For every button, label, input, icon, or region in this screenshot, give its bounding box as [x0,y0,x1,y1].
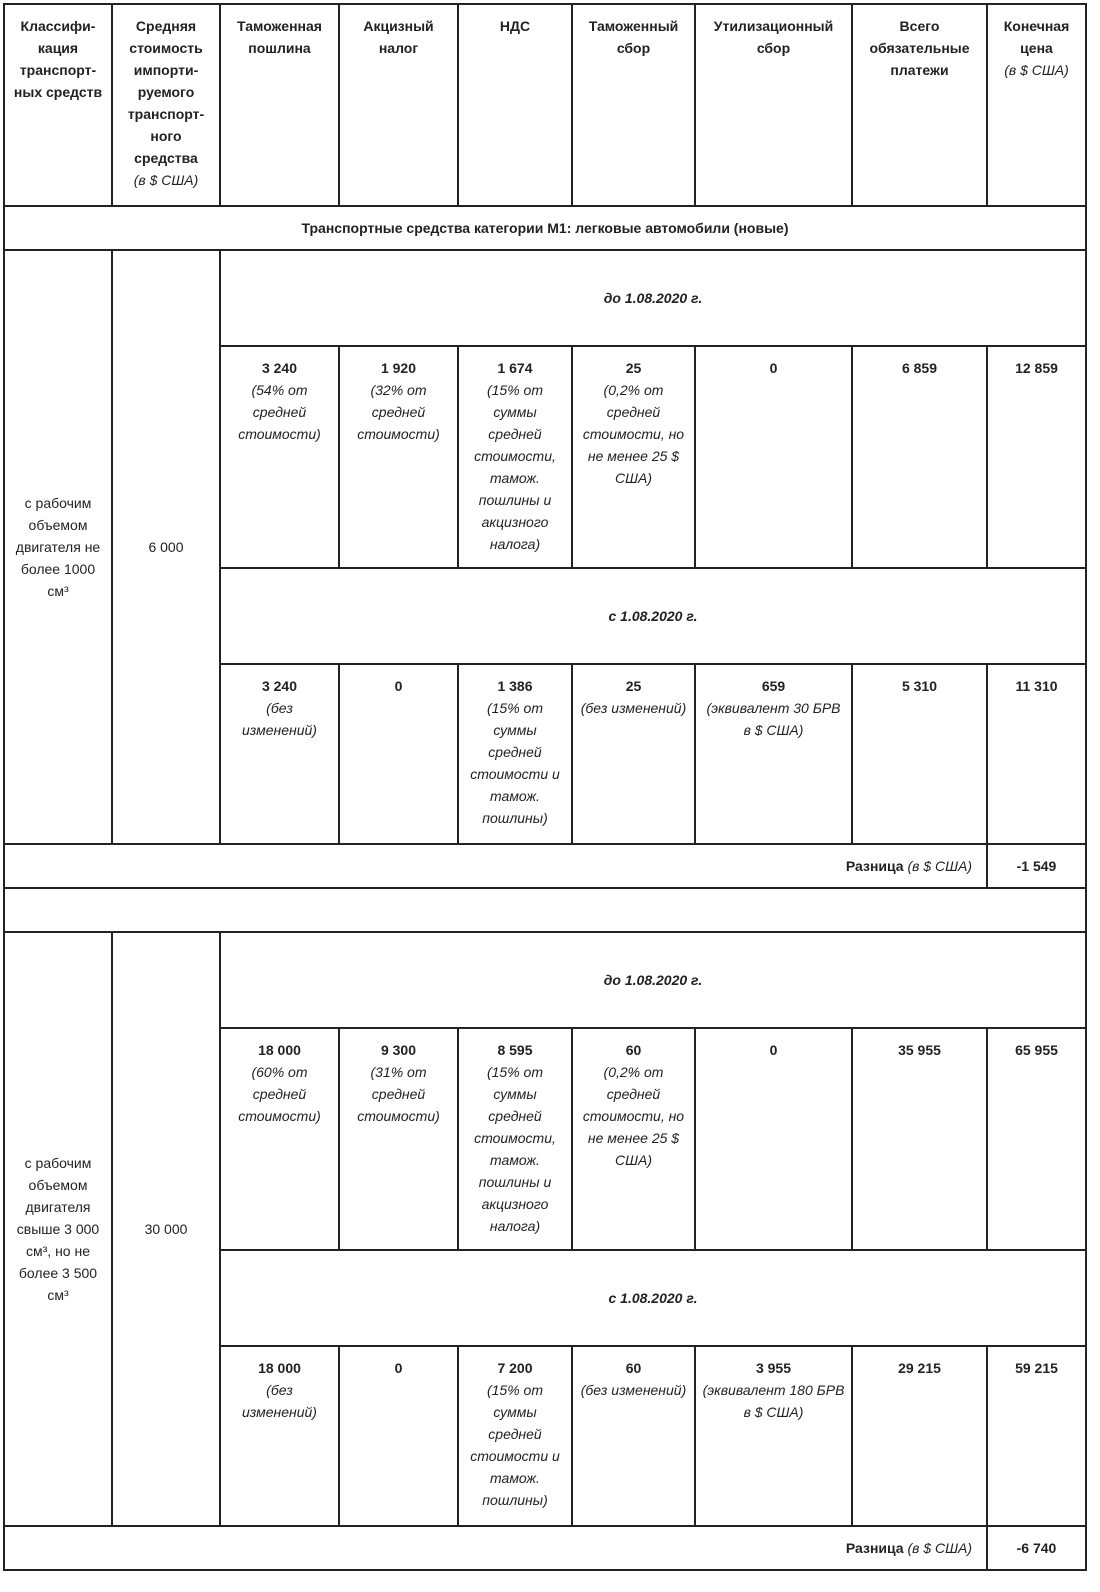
g1-after-fee: 25 (без изменений) [572,664,695,844]
header-avg-cost: Средняя стоимость импорти-руемого транспорт-ного средства (в $ США) [112,4,220,206]
header-excise: Акцизный налог [339,4,458,206]
g2-before-excise: 9 300 (31% от средней стоимости) [339,1028,458,1250]
g1-before-excise: 1 920 (32% от средней стоимости) [339,346,458,568]
g1-before-vat: 1 674 (15% от суммы средней стоимости, тамож. пошлины и акцизного налога) [458,346,572,568]
spacer-cell [4,888,1086,932]
group-1-difference-row [4,844,1086,888]
g1-after-recycling: 659 (эквивалент 30 БРВ в $ США) [695,664,852,844]
g2-before-vat: 8 595 (15% от суммы средней стоимости, тамож. пошлины и акцизного налога) [458,1028,572,1250]
g1-after-duty: 3 240 (без изменений) [220,664,339,844]
header-row [4,4,1086,206]
header-final-price: Конечная цена (в $ США) [987,4,1086,206]
g1-after-vat: 1 386 (15% от суммы средней стоимости и тамож. пошлины) [458,664,572,844]
group-1-difference-value: -1 549 [987,844,1086,888]
group-2-difference-row [4,1526,1086,1570]
g1-after-final: 11 310 [987,664,1086,844]
section-title-row [4,206,1086,250]
g2-after-final: 59 215 [987,1346,1086,1526]
g2-after-total: 29 215 [852,1346,987,1526]
header-customs-fee: Таможенный сбор [572,4,695,206]
g1-before-total: 6 859 [852,346,987,568]
header-customs-duty: Таможенная пошлина [220,4,339,206]
group-2-before-label: до 1.08.2020 г. [220,932,1086,1028]
g2-after-fee: 60 (без изменений) [572,1346,695,1526]
group-2-before-label-row [4,932,1086,1028]
g2-after-vat: 7 200 (15% от суммы средней стоимости и тамож. пошлины) [458,1346,572,1526]
header-avg-cost-unit: (в $ США) [133,172,199,188]
g1-before-fee: 25 (0,2% от средней стоимости, но не менее 25 $ США) [572,346,695,568]
group-2-avg-cost: 30 000 [112,932,220,1526]
group-2-difference-label: Разница (в $ США) [4,1526,987,1570]
group-1-before-label: до 1.08.2020 г. [220,250,1086,346]
g2-before-recycling: 0 [695,1028,852,1250]
group-2-class: с рабочим объемом двигателя свыше 3 000 см³, но не более 3 500 см³ [4,932,112,1526]
g1-before-final: 12 859 [987,346,1086,568]
g2-after-recycling: 3 955 (эквивалент 180 БРВ в $ США) [695,1346,852,1526]
header-total: Всего обязательные платежи [852,4,987,206]
group-1-difference-label: Разница (в $ США) [4,844,987,888]
header-recycling-fee: Утилизационный сбор [695,4,852,206]
spacer-row [4,888,1086,932]
g2-before-total: 35 955 [852,1028,987,1250]
g1-before-duty: 3 240 (54% от средней стоимости) [220,346,339,568]
g2-after-duty: 18 000 (без изменений) [220,1346,339,1526]
group-1-after-label: с 1.08.2020 г. [220,568,1086,664]
header-vat: НДС [458,4,572,206]
g1-after-total: 5 310 [852,664,987,844]
header-final-price-unit: (в $ США) [1004,62,1069,78]
group-2-after-label: с 1.08.2020 г. [220,1250,1086,1346]
g1-after-excise: 0 [339,664,458,844]
g2-after-excise: 0 [339,1346,458,1526]
g2-before-fee: 60 (0,2% от средней стоимости, но не менее 25 $ США) [572,1028,695,1250]
group-2-difference-value: -6 740 [987,1526,1086,1570]
section-title: Транспортные средства категории М1: легковые автомобили (новые) [4,206,1086,250]
g2-before-final: 65 955 [987,1028,1086,1250]
group-1-before-label-row [4,250,1086,346]
g2-before-duty: 18 000 (60% от средней стоимости) [220,1028,339,1250]
group-1-class: с рабочим объемом двигателя не более 1000 см³ [4,250,112,844]
customs-payments-table [3,3,1087,1571]
header-classification: Классифи-кация транспорт-ных средств [4,4,112,206]
group-1-avg-cost: 6 000 [112,250,220,844]
g1-before-recycling: 0 [695,346,852,568]
